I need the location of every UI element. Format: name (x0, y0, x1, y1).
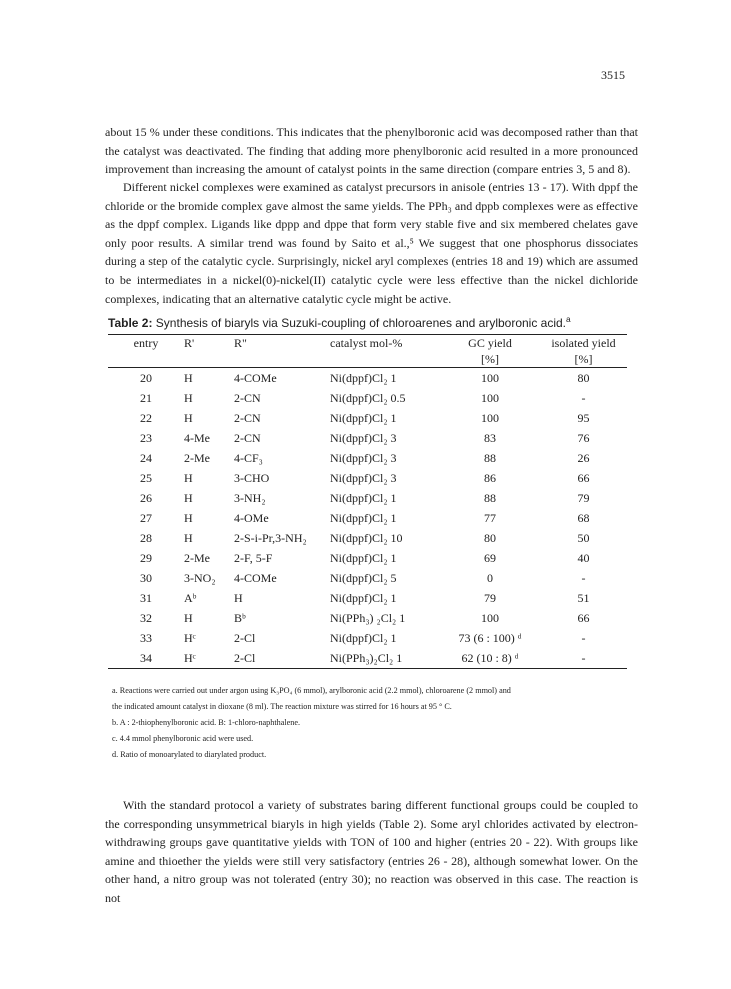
cell-isolated-yield: - (581, 631, 586, 645)
paragraph-2: Different nickel complexes were examined as catalyst precursors in anisole (entries 13 - 17). With dppf the chloride or the bromide complex gave almost the same yields. The PPh₃ and dppb complexes were as effective as the dppf complex. Ligands like dppp and dppe that form very stable five and six membered chelates gave only poor results. A similar trend was found by Saito et al.,⁵ We suggest that one phosphorus dissociates during a step of the catalytic cycle. Surprisingly, nickel aryl complexes (entries 18 and 19) which are assumed to be intermediates in a nickel(0)-nickel(II) catalytic cycle were less effective than the nickel dichloride complexes, indicating that an alternative catalytic cycle might be active. (105, 180, 638, 306)
table-row (108, 408, 627, 428)
header-r1: R' (184, 335, 234, 352)
paragraph-1: about 15 % under these conditions. This indicates that the phenylboronic acid was decomposed rather than that the catalyst was deactivated. The finding that adding more phenylboronic acid resulted in a more pronounced improvement than increasing the amount of catalyst points in the same direction (compare entries 3, 5 and 8). (105, 125, 638, 177)
table-row (108, 568, 627, 588)
cell-catalyst: Ni(dppf)Cl₂ 1 (330, 511, 397, 525)
cell-catalyst: Ni(dppf)Cl₂ 1 (330, 491, 397, 505)
table-header-row (108, 335, 627, 352)
cell-r1: H (184, 391, 193, 405)
cell-entry: 31 (140, 591, 152, 605)
table-row (108, 368, 627, 389)
cell-isolated-yield: 66 (577, 471, 590, 485)
cell-entry: 26 (140, 491, 152, 505)
cell-entry: 27 (140, 511, 152, 525)
cell-r2: 2-S-i-Pr,3-NH₂ (234, 531, 307, 545)
cell-r1: H (184, 411, 193, 425)
cell-r2: 4-OMe (234, 511, 269, 525)
cell-r2: Bᵇ (234, 611, 246, 625)
cell-r2: H (234, 591, 243, 605)
cell-r1: Aᵇ (184, 591, 197, 605)
cell-gc-yield: 83 (484, 431, 496, 445)
cell-r1: H (184, 531, 193, 545)
cell-r1: H (184, 511, 193, 525)
footnote-line: c. 4.4 mmol phenylboronic acid were used. (112, 734, 254, 743)
header-isolated-unit: [%] (540, 351, 627, 368)
cell-gc-yield: 88 (484, 491, 496, 505)
cell-gc-yield: 73 (6 : 100) ᵈ (458, 631, 522, 645)
header-isolated-yield: isolated yield (540, 335, 627, 352)
footnote-line: b. A : 2-thiophenylboronic acid. B: 1-chloro-naphthalene. (112, 718, 301, 727)
table-footnotes (112, 683, 652, 763)
cell-r2: 2-CN (234, 391, 261, 405)
cell-r1: Hᶜ (184, 631, 196, 645)
header-entry: entry (108, 335, 184, 352)
cell-catalyst: Ni(dppf)Cl₂ 3 (330, 471, 397, 485)
cell-gc-yield: 86 (484, 471, 496, 485)
page-number: 3515 (601, 68, 625, 82)
cell-entry: 28 (140, 531, 152, 545)
cell-isolated-yield: 68 (577, 511, 590, 525)
cell-r2: 2-F, 5-F (234, 551, 273, 565)
cell-r2: 2-Cl (234, 648, 330, 669)
cell-r1: H (184, 491, 193, 505)
cell-gc-yield: 77 (484, 511, 496, 525)
cell-isolated-yield: 50 (577, 531, 590, 545)
cell-catalyst: Ni(dppf)Cl₂ 1 (330, 411, 397, 425)
cell-isolated-yield: 80 (577, 371, 590, 385)
cell-isolated-yield: - (581, 571, 586, 585)
cell-entry: 32 (140, 611, 152, 625)
cell-r2: 2-CN (234, 411, 261, 425)
cell-gc-yield: 100 (481, 391, 499, 405)
cell-catalyst: Ni(dppf)Cl₂ 0.5 (330, 391, 406, 405)
cell-entry: 22 (140, 411, 152, 425)
footnote-line: d. Ratio of monoarylated to diarylated product. (112, 750, 267, 759)
table-row (108, 608, 627, 628)
cell-catalyst: Ni(PPh₃)₂Cl₂ 1 (330, 648, 440, 669)
cell-r1: 2-Me (184, 451, 210, 465)
cell-gc-yield: 62 (10 : 8) ᵈ (440, 648, 540, 669)
cell-catalyst: Ni(dppf)Cl₂ 1 (330, 551, 397, 565)
table-units-row (108, 351, 627, 368)
paragraph-3: With the standard protocol a variety of substrates baring different functional groups could be coupled to the corresponding unsymmetrical biaryls in high yields (Table 2). Some aryl chlorides activated by electron-withdrawing groups gave quantitative yields with TON of 100 and higher (entries 20 - 22). With groups like amine and thioether the yields were still very satisfactory (entries 26 - 28), although somewhat lower. On the other hand, a nitro group was not tolerated (entry 30); no reaction was observed in this case. The reaction is not (105, 798, 638, 905)
table-row (108, 528, 627, 548)
cell-isolated-yield: 95 (577, 411, 590, 425)
cell-gc-yield: 88 (484, 451, 496, 465)
cell-catalyst: Ni(dppf)Cl₂ 1 (330, 631, 397, 645)
cell-isolated-yield: - (540, 648, 627, 669)
cell-catalyst: Ni(dppf)Cl₂ 3 (330, 451, 397, 465)
cell-r2: 2-CN (234, 431, 261, 445)
cell-gc-yield: 100 (481, 611, 499, 625)
cell-r1: 4-Me (184, 431, 210, 445)
cell-entry: 33 (140, 631, 152, 645)
cell-r2: 4-COMe (234, 371, 277, 385)
table-caption-footnote-mark: a (566, 314, 571, 324)
cell-entry: 25 (140, 471, 152, 485)
table-row (108, 628, 627, 648)
table-row (108, 488, 627, 508)
cell-r2: 3-NH₂ (234, 491, 266, 505)
cell-gc-yield: 80 (484, 531, 496, 545)
cell-entry: 34 (108, 648, 184, 669)
cell-entry: 24 (140, 451, 152, 465)
header-catalyst: catalyst mol-% (330, 335, 440, 352)
cell-entry: 29 (140, 551, 152, 565)
cell-isolated-yield: 66 (577, 611, 590, 625)
cell-gc-yield: 69 (484, 551, 496, 565)
cell-r1: H (184, 611, 193, 625)
table-caption-label: Table 2: (108, 316, 153, 330)
cell-isolated-yield: 51 (577, 591, 590, 605)
cell-gc-yield: 0 (487, 571, 493, 585)
cell-catalyst: Ni(dppf)Cl₂ 5 (330, 571, 397, 585)
table-row (108, 428, 627, 448)
table-row (108, 468, 627, 488)
table-caption-text: Synthesis of biaryls via Suzuki-coupling of chloroarenes and arylboronic acid. (152, 316, 567, 330)
cell-r1: 2-Me (184, 551, 210, 565)
cell-isolated-yield: - (581, 391, 586, 405)
cell-catalyst: Ni(dppf)Cl₂ 1 (330, 371, 397, 385)
table-row (108, 548, 627, 568)
cell-catalyst: Ni(dppf)Cl₂ 1 (330, 591, 397, 605)
table-row (108, 388, 627, 408)
header-gc-unit: [%] (440, 351, 540, 368)
results-table (108, 334, 627, 669)
header-gc-yield: GC yield (440, 335, 540, 352)
cell-isolated-yield: 40 (577, 551, 590, 565)
table-row (108, 448, 627, 468)
footnote-line: a. Reactions were carried out under argon using K₃PO₄ (6 mmol), arylboronic acid (2.2 mmol), chloroarene (2 mmol) and (112, 686, 511, 695)
cell-r1: H (184, 471, 193, 485)
cell-r2: 2-Cl (234, 631, 256, 645)
cell-gc-yield: 100 (481, 411, 499, 425)
cell-r2: 4-COMe (234, 571, 277, 585)
table-row (108, 648, 627, 669)
cell-isolated-yield: 79 (577, 491, 590, 505)
cell-entry: 23 (140, 431, 152, 445)
cell-r2: 4-CF₃ (234, 451, 263, 465)
table-row (108, 508, 627, 528)
cell-catalyst: Ni(PPh₃) ₂Cl₂ 1 (330, 611, 406, 625)
cell-entry: 21 (140, 391, 152, 405)
cell-catalyst: Ni(dppf)Cl₂ 3 (330, 431, 397, 445)
footnote-line: the indicated amount catalyst in dioxane (8 ml). The reaction mixture was stirred for 16 hours at 95 ° C. (112, 702, 452, 711)
cell-r1: H (184, 371, 193, 385)
cell-r2: 3-CHO (234, 471, 270, 485)
cell-r1: 3-NO₂ (184, 571, 216, 585)
cell-gc-yield: 79 (484, 591, 496, 605)
cell-isolated-yield: 76 (577, 431, 590, 445)
header-r2: R" (234, 335, 330, 352)
cell-r1: Hᶜ (184, 648, 234, 669)
cell-gc-yield: 100 (481, 371, 499, 385)
table-row (108, 588, 627, 608)
cell-isolated-yield: 26 (577, 451, 590, 465)
table-caption (108, 316, 668, 330)
cell-entry: 20 (140, 371, 152, 385)
cell-catalyst: Ni(dppf)Cl₂ 10 (330, 531, 403, 545)
cell-entry: 30 (140, 571, 152, 585)
